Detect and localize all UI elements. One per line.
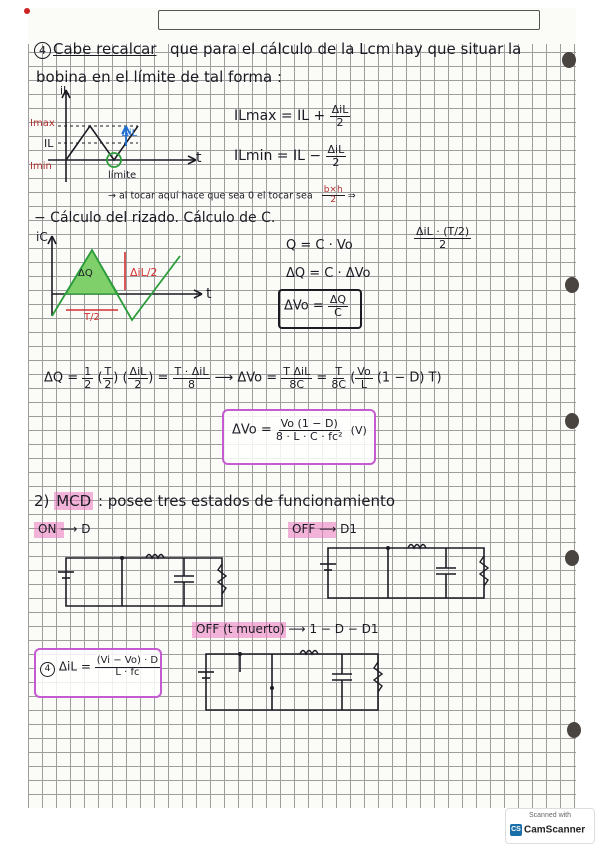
note-area-zero: → al tocar aquí hace que sea 0 el tocar sea $\frac{b\times h}{2}$ ⇒: [108, 185, 356, 206]
section-title-line2: bobina en el límite de tal forma :: [36, 68, 283, 86]
circuit-off-state: [320, 540, 496, 606]
equation-delta-q: ΔQ = C · ΔVo: [286, 266, 371, 281]
section-title-text: que para el cálculo de la Lcm hay que situar la: [170, 40, 522, 58]
circuit-on-state: [58, 540, 244, 612]
axis-label-t: t: [206, 286, 212, 302]
header-field-box: [158, 10, 540, 30]
equation-delta-il: 4 ΔiL = $\frac{(Vi - Vo) \cdot D}{L \cdot fc}$: [40, 656, 160, 678]
section-number-badge: 4: [34, 40, 51, 59]
equation-il-max: ILmax = IL + $\frac{\text{ΔiL}}{2}$: [234, 103, 349, 129]
binder-hole: [565, 277, 579, 293]
axis-label-ic: iC: [36, 230, 48, 244]
binder-hole: [565, 413, 579, 429]
label-delta-il-half: ΔiL/2: [130, 266, 158, 279]
red-mark: [24, 8, 30, 14]
state-label-off-dead: OFF (t muerto) ⟶ 1 − D − D1: [196, 622, 379, 636]
state-label-off: OFF ⟶ D1: [292, 522, 357, 536]
camscanner-watermark: [505, 808, 595, 844]
state-label-on: ON ⟶ D: [38, 522, 91, 536]
section-title: − Cálculo del rizado. Cálculo de C.: [34, 210, 276, 226]
binder-hole: [567, 722, 581, 738]
axis-label-il: iL: [60, 84, 70, 97]
equation-il-min: ILmin = IL − $\frac{\text{ΔiL}}{2}$: [234, 143, 345, 169]
derivation-line: ΔQ = $\frac{1}{2}$ ( $\frac{T}{2}$ ) ( $\frac{\text{ΔiL}}{2}$ ) = $\frac{\text{T · ΔiL}}{8}$ ⟶ ΔVo = $\frac{\text{T ΔiL}}{8C}$ = $\frac{T}{8C}$ ( $\frac{Vo}{L}$ (1 − D) T): [44, 365, 442, 391]
watermark-brand: CS CamScanner: [511, 824, 586, 836]
section-title-emphasis: Cabe recalcar: [53, 40, 157, 58]
label-imax: Imax: [30, 118, 55, 129]
circuit-dead-time: [196, 644, 390, 720]
label-limite: límite: [108, 170, 137, 181]
watermark-line1: Scanned with: [528, 812, 572, 819]
section-title: 2) MCD : posee tres estados de funcionamiento: [34, 492, 396, 510]
binder-hole: [565, 550, 579, 566]
label-imin: Imin: [30, 161, 52, 172]
area-fraction: $\frac{\text{ΔiL · (T/2)}}{2}$: [416, 225, 470, 251]
label-il-mid: IL: [44, 137, 54, 150]
equation-delta-vo: ΔVo = $\frac{\Delta Q}{C}$: [284, 293, 347, 319]
final-equation-delta-vo: ΔVo = $\frac{Vo (1 - D)}{\text{8 · L · C · fc²}}$ (V): [232, 417, 367, 443]
binder-hole: [562, 52, 576, 68]
equation-q: Q = C · Vo: [286, 238, 353, 253]
label-t-half: T/2: [84, 312, 100, 323]
label-delta-q: ΔQ: [78, 268, 93, 279]
camscanner-logo-icon: CS: [510, 824, 522, 836]
label-delta-il: ΔiL: [122, 128, 138, 139]
axis-label-t: t: [196, 150, 202, 166]
